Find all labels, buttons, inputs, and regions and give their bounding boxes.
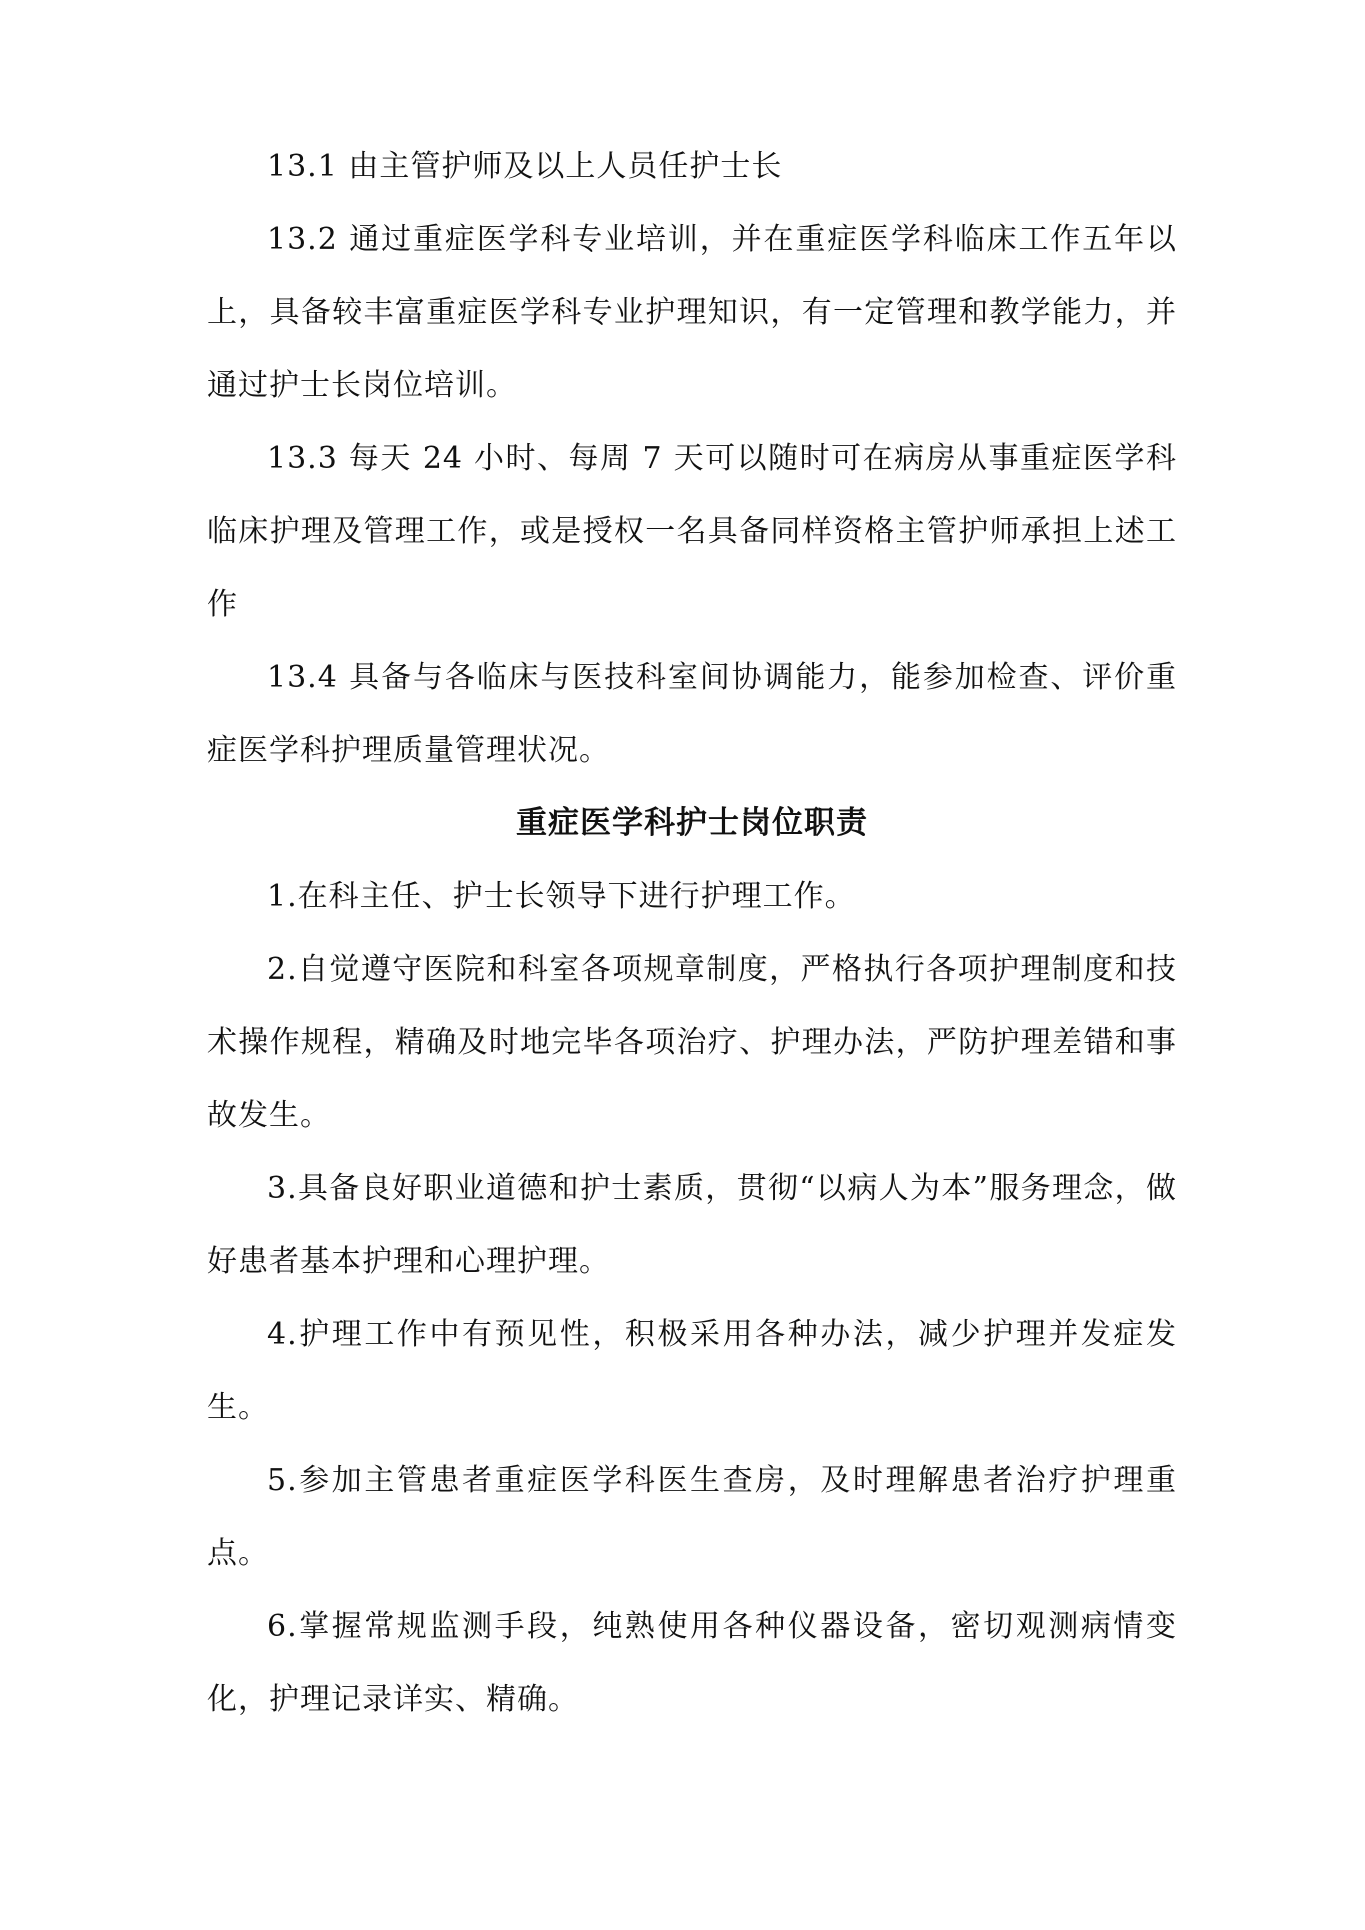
clause-13-3: 13.3 每天 24 小时、每周 7 天可以随时可在病房从事重症医学科临床护理及管理工作，或是授权一名具备同样资格主管护师承担上述工作: [207, 441, 1177, 622]
clause-13-2: 13.2 通过重症医学科专业培训，并在重症医学科临床工作五年以上，具备较丰富重症医学科专业护理知识，有一定管理和教学能力，并通过护士长岗位培训。: [207, 222, 1177, 403]
duty-item-1: 1.在科主任、护士长领导下进行护理工作。: [267, 879, 856, 914]
section-heading: 重症医学科护士岗位职责: [516, 805, 868, 841]
document-body: [207, 130, 1177, 1736]
duty-item-5: 5.参加主管患者重症医学科医生查房，及时理解患者治疗护理重点。: [207, 1463, 1177, 1571]
clause-13-4: 13.4 具备与各临床与医技科室间协调能力，能参加检查、评价重症医学科护理质量管理状况。: [207, 660, 1177, 768]
clause-13-1: 13.1 由主管护师及以上人员任护士长: [267, 149, 783, 184]
duty-item-6: 6.掌握常规监测手段，纯熟使用各种仪器设备，密切观测病情变化，护理记录详实、精确。: [207, 1609, 1177, 1717]
duty-item-2: 2.自觉遵守医院和科室各项规章制度，严格执行各项护理制度和技术操作规程，精确及时地完毕各项治疗、护理办法，严防护理差错和事故发生。: [207, 952, 1177, 1133]
duty-item-4: 4.护理工作中有预见性，积极采用各种办法，减少护理并发症发生。: [207, 1317, 1177, 1425]
duty-item-3: 3.具备良好职业道德和护士素质，贯彻“以病人为本”服务理念，做好患者基本护理和心理护理。: [207, 1171, 1177, 1279]
